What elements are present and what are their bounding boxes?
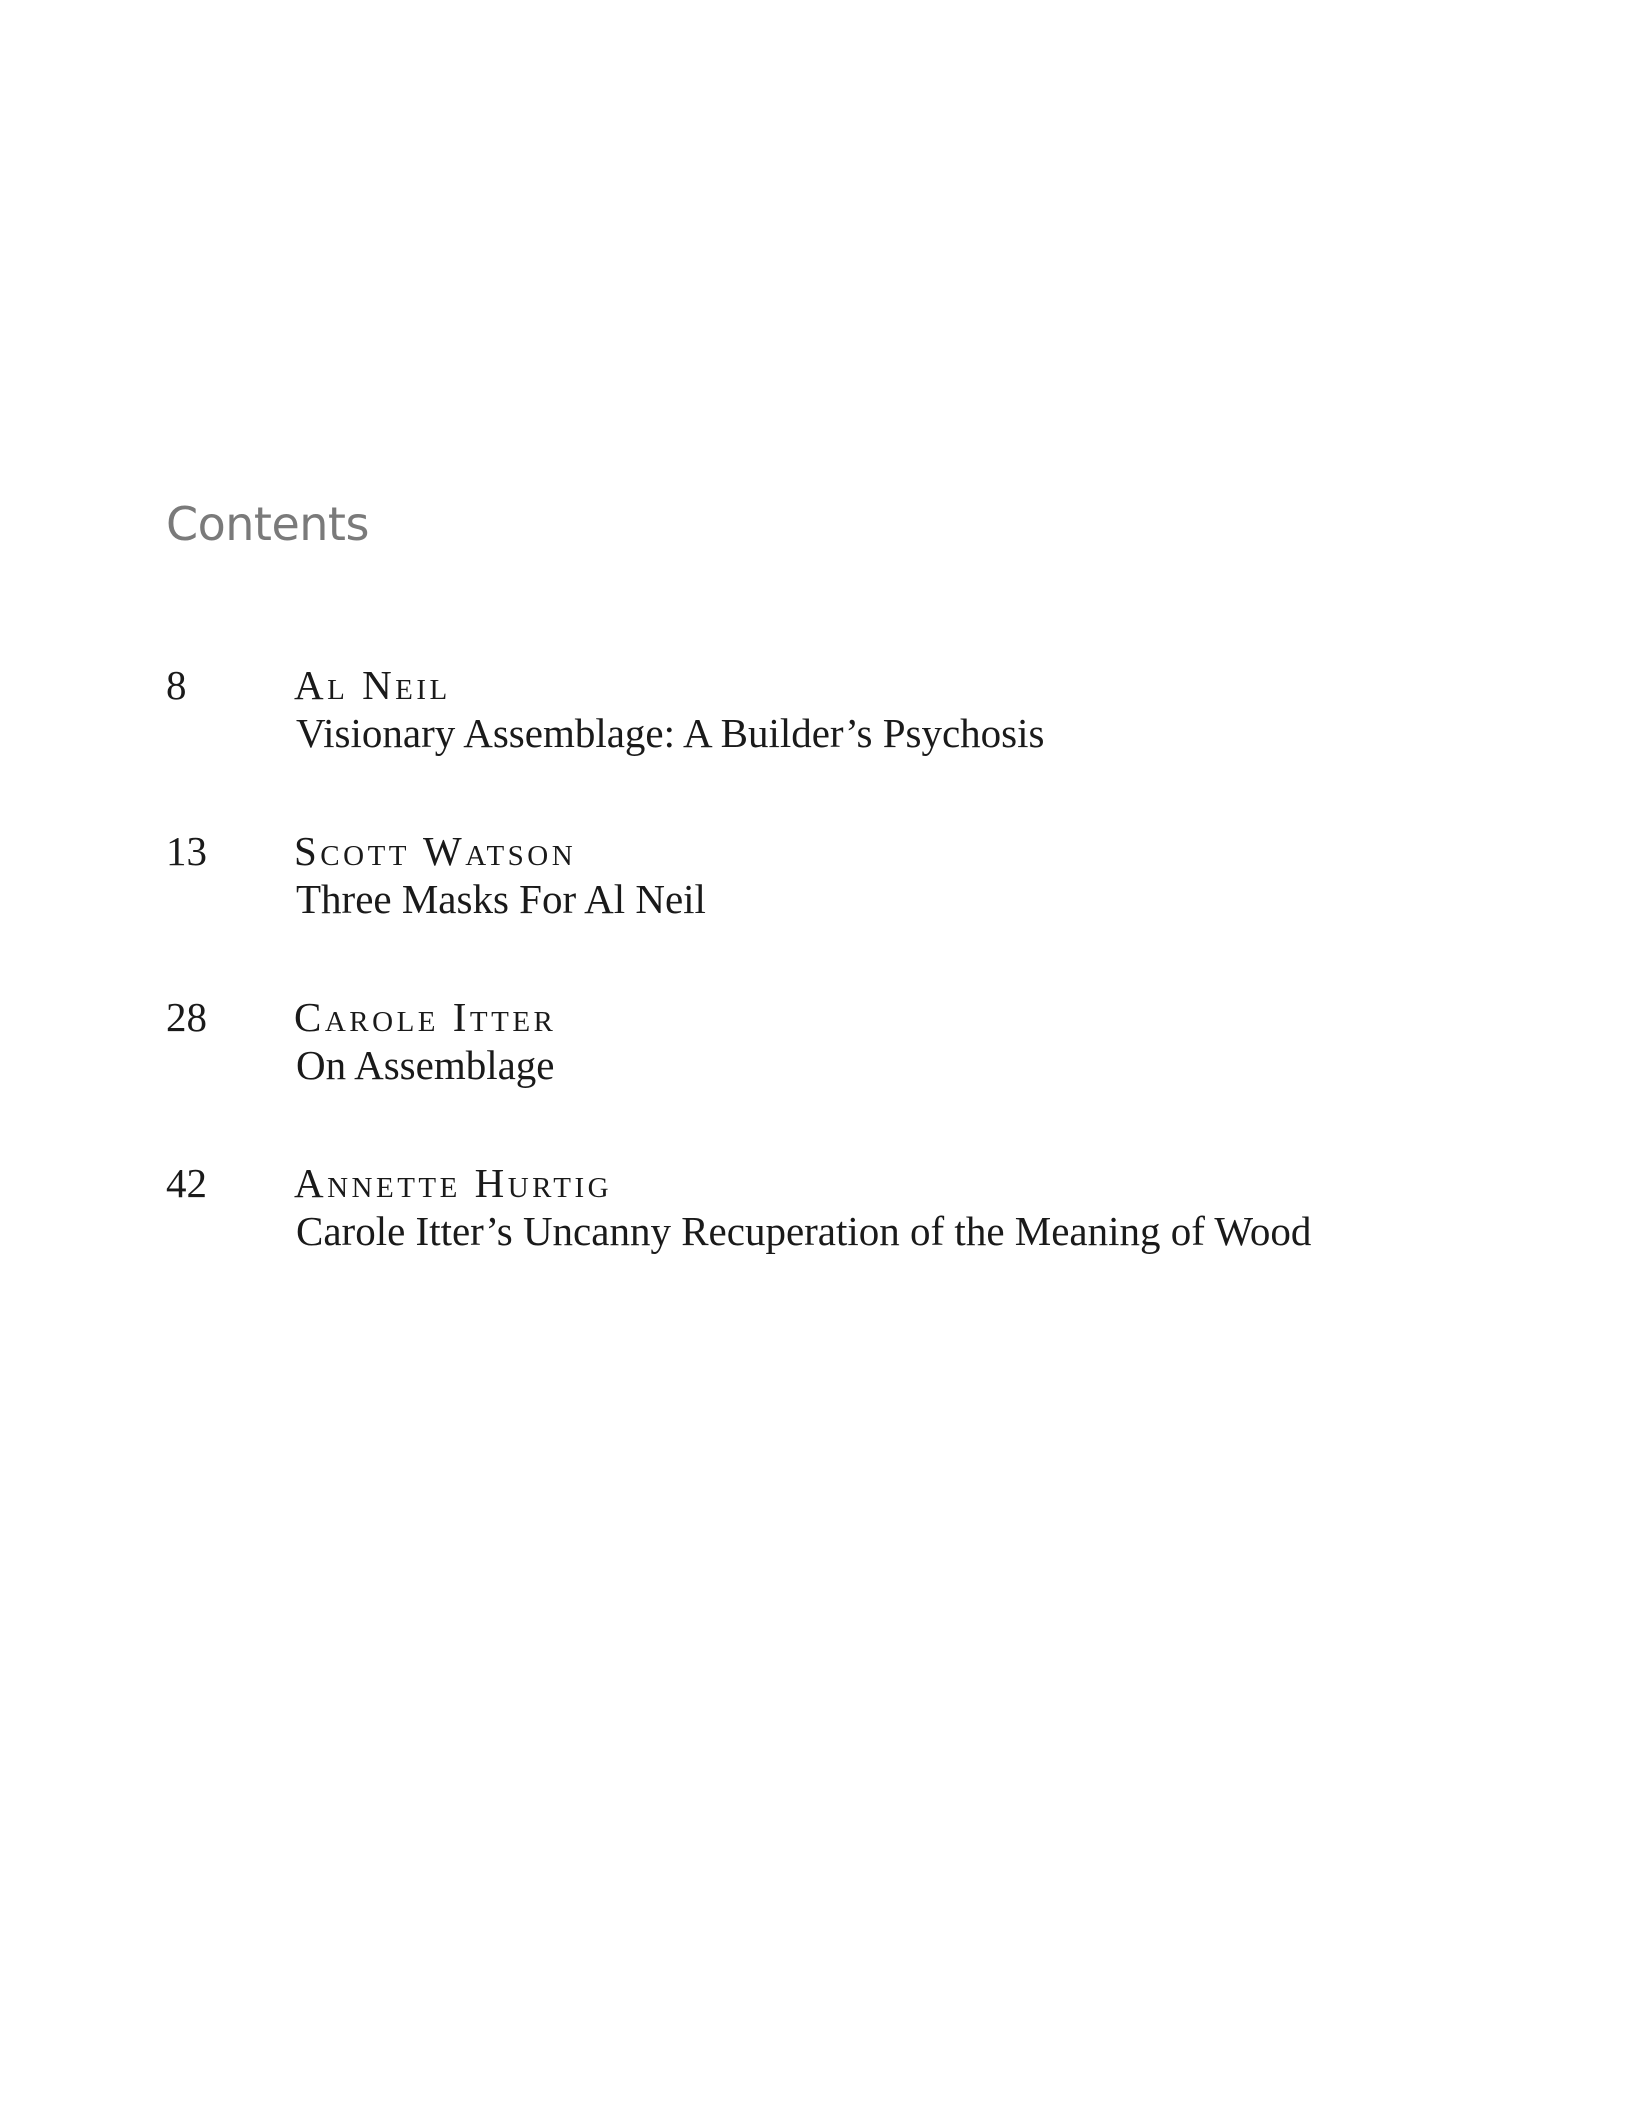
toc-essay-title: On Assemblage [296,1042,555,1088]
page-title: Contents [166,497,369,551]
toc-page-number: 42 [166,1160,207,1206]
toc-page-number: 13 [166,828,207,874]
toc-author: Scott Watson [294,828,577,874]
toc-author: Annette Hurtig [294,1160,613,1206]
toc-essay-title: Visionary Assemblage: A Builder’s Psychosis [296,710,1045,756]
toc-entry [166,1158,1506,1324]
toc-page-number: 8 [166,662,187,708]
toc-author: Carole Itter [294,994,557,1040]
toc-entry [166,826,1506,992]
toc-essay-title: Three Masks For Al Neil [296,876,706,922]
toc-author: Al Neil [294,662,451,708]
toc-entry [166,992,1506,1158]
table-of-contents [166,660,1506,1324]
toc-page-number: 28 [166,994,207,1040]
toc-essay-title: Carole Itter’s Uncanny Recuperation of the Meaning of Wood [296,1208,1312,1254]
toc-entry [166,660,1506,826]
